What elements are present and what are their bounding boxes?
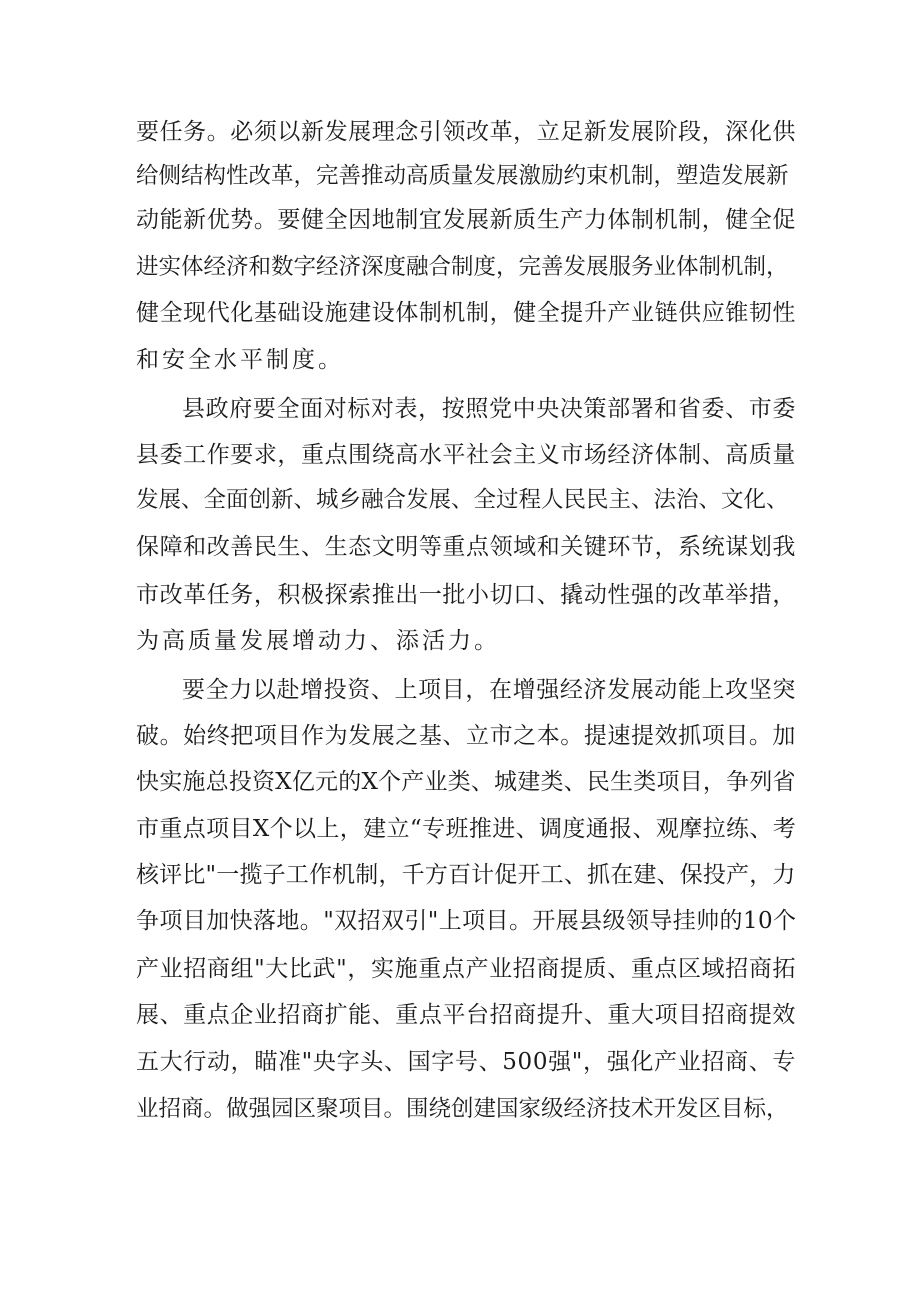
paragraph-1-line-5: 健全现代化基础设施建设体制机制，健全提升产业链供应锥韧性 (136, 300, 796, 326)
paragraph-2-line-3: 发展、全面创新、城乡融合发展、全过程人民民主、法治、文化、 (136, 487, 789, 513)
paragraph-1-line-3: 动能新优势。要健全因地制宜发展新质生产力体制机制，健全促 (136, 207, 796, 233)
paragraph-1-line-2: 给侧结构性改革，完善推动高质量发展激励约束机制，塑造发展新 (136, 163, 789, 189)
paragraph-2-line-2: 县委工作要求，重点围绕高水平社会主义市场经济体制、高质量 (136, 442, 796, 468)
paragraph-2-line-5: 市改革任务，积极探索推出一批小切口、撬动性强的改革举措， (136, 582, 796, 608)
paragraph-3-line-3: 快实施总投资X亿元的X个产业类、城建类、民生类项目，争列省 (136, 769, 796, 795)
paragraph-3-line-5: 核评比"一揽子工作机制，千方百计促开工、抓在建、保投产，力 (136, 862, 796, 888)
paragraph-1-line-1: 要任务。必须以新发展理念引领改革，立足新发展阶段，深化供 (136, 119, 796, 145)
paragraph-2-line-1: 县政府要全面对标对表，按照党中央决策部署和省委、市委 (182, 396, 796, 422)
paragraph-3-line-8: 展、重点企业招商扩能、重点平台招商提升、重大项目招商提效 (136, 1002, 796, 1028)
paragraph-2-line-6: 为高质量发展增动力、添活力。 (136, 628, 500, 654)
paragraph-1-line-6: 和安全水平制度。 (136, 347, 344, 373)
paragraph-3-line-1: 要全力以赴增投资、上项目，在增强经济发展动能上攻坚突 (182, 677, 796, 703)
paragraph-3-line-2: 破。始终把项目作为发展之基、立市之本。提速提效抓项目。加 (136, 723, 796, 749)
paragraph-3-line-4: 市重点项目X个以上，建立“专班推进、调度通报、观摩拉练、考 (136, 816, 797, 842)
paragraph-3-line-7: 产业招商组"大比武"，实施重点产业招商提质、重点区域招商拓 (136, 956, 797, 982)
paragraph-1-line-4: 进实体经济和数字经济深度融合制度，完善发展服务业体制机制， (136, 254, 789, 280)
paragraph-2-line-4: 保障和改善民生、生态文明等重点领域和关键环节，系统谋划我 (136, 534, 796, 560)
paragraph-3-line-6: 争项目加快落地。"双招双引"上项目。开展县级领导挂帅的10个 (136, 908, 797, 934)
paragraph-3-line-9: 五大行动，瞄准"央字头、国字号、500强"，强化产业招商、专 (136, 1049, 797, 1075)
paragraph-3-line-10: 业招商。做强园区聚项目。围绕创建国家级经济技术开发区目标， (136, 1096, 789, 1122)
